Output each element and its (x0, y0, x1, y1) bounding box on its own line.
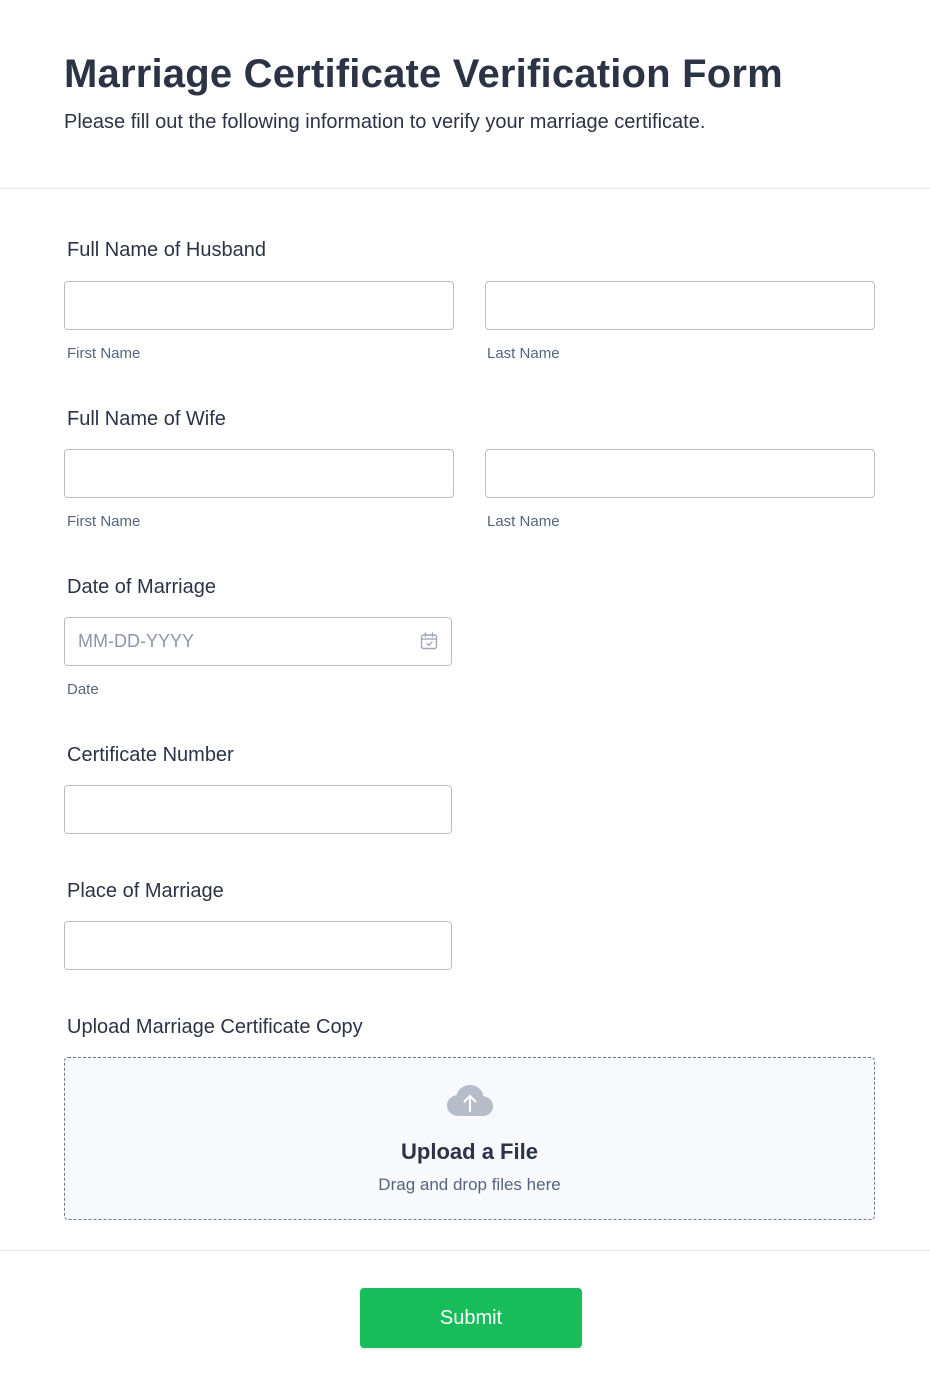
certificate-number-input[interactable] (64, 785, 452, 834)
marriage-date-label: Date of Marriage (67, 576, 216, 598)
husband-last-name-sublabel: Last Name (487, 345, 560, 362)
upload-title: Upload a File (401, 1139, 538, 1164)
calendar-icon[interactable] (420, 632, 438, 650)
file-upload-dropzone[interactable] (64, 1057, 875, 1220)
form-title: Marriage Certificate Verification Form (64, 52, 783, 96)
upload-subtitle: Drag and drop files here (378, 1175, 561, 1194)
marriage-date-field (64, 617, 452, 666)
place-of-marriage-input[interactable] (64, 921, 452, 970)
wife-first-name-sublabel: First Name (67, 513, 141, 530)
form-header (0, 0, 930, 189)
certificate-number-label: Certificate Number (67, 744, 234, 766)
wife-last-name-sublabel: Last Name (487, 513, 560, 530)
husband-first-name-sublabel: First Name (67, 345, 141, 362)
submit-button[interactable]: Submit (360, 1288, 582, 1348)
footer-divider (0, 1250, 930, 1251)
wife-last-name-input[interactable] (485, 449, 875, 498)
husband-first-name-input[interactable] (64, 281, 454, 330)
husband-last-name-input[interactable] (485, 281, 875, 330)
cloud-upload-icon (446, 1084, 494, 1118)
marriage-date-input[interactable] (64, 617, 452, 666)
marriage-date-sublabel: Date (67, 681, 99, 698)
wife-first-name-input[interactable] (64, 449, 454, 498)
husband-name-label: Full Name of Husband (67, 239, 266, 261)
form-subtitle: Please fill out the following information to verify your marriage certificate. (64, 111, 706, 133)
wife-name-label: Full Name of Wife (67, 408, 226, 430)
place-of-marriage-label: Place of Marriage (67, 880, 224, 902)
upload-label: Upload Marriage Certificate Copy (67, 1016, 363, 1038)
